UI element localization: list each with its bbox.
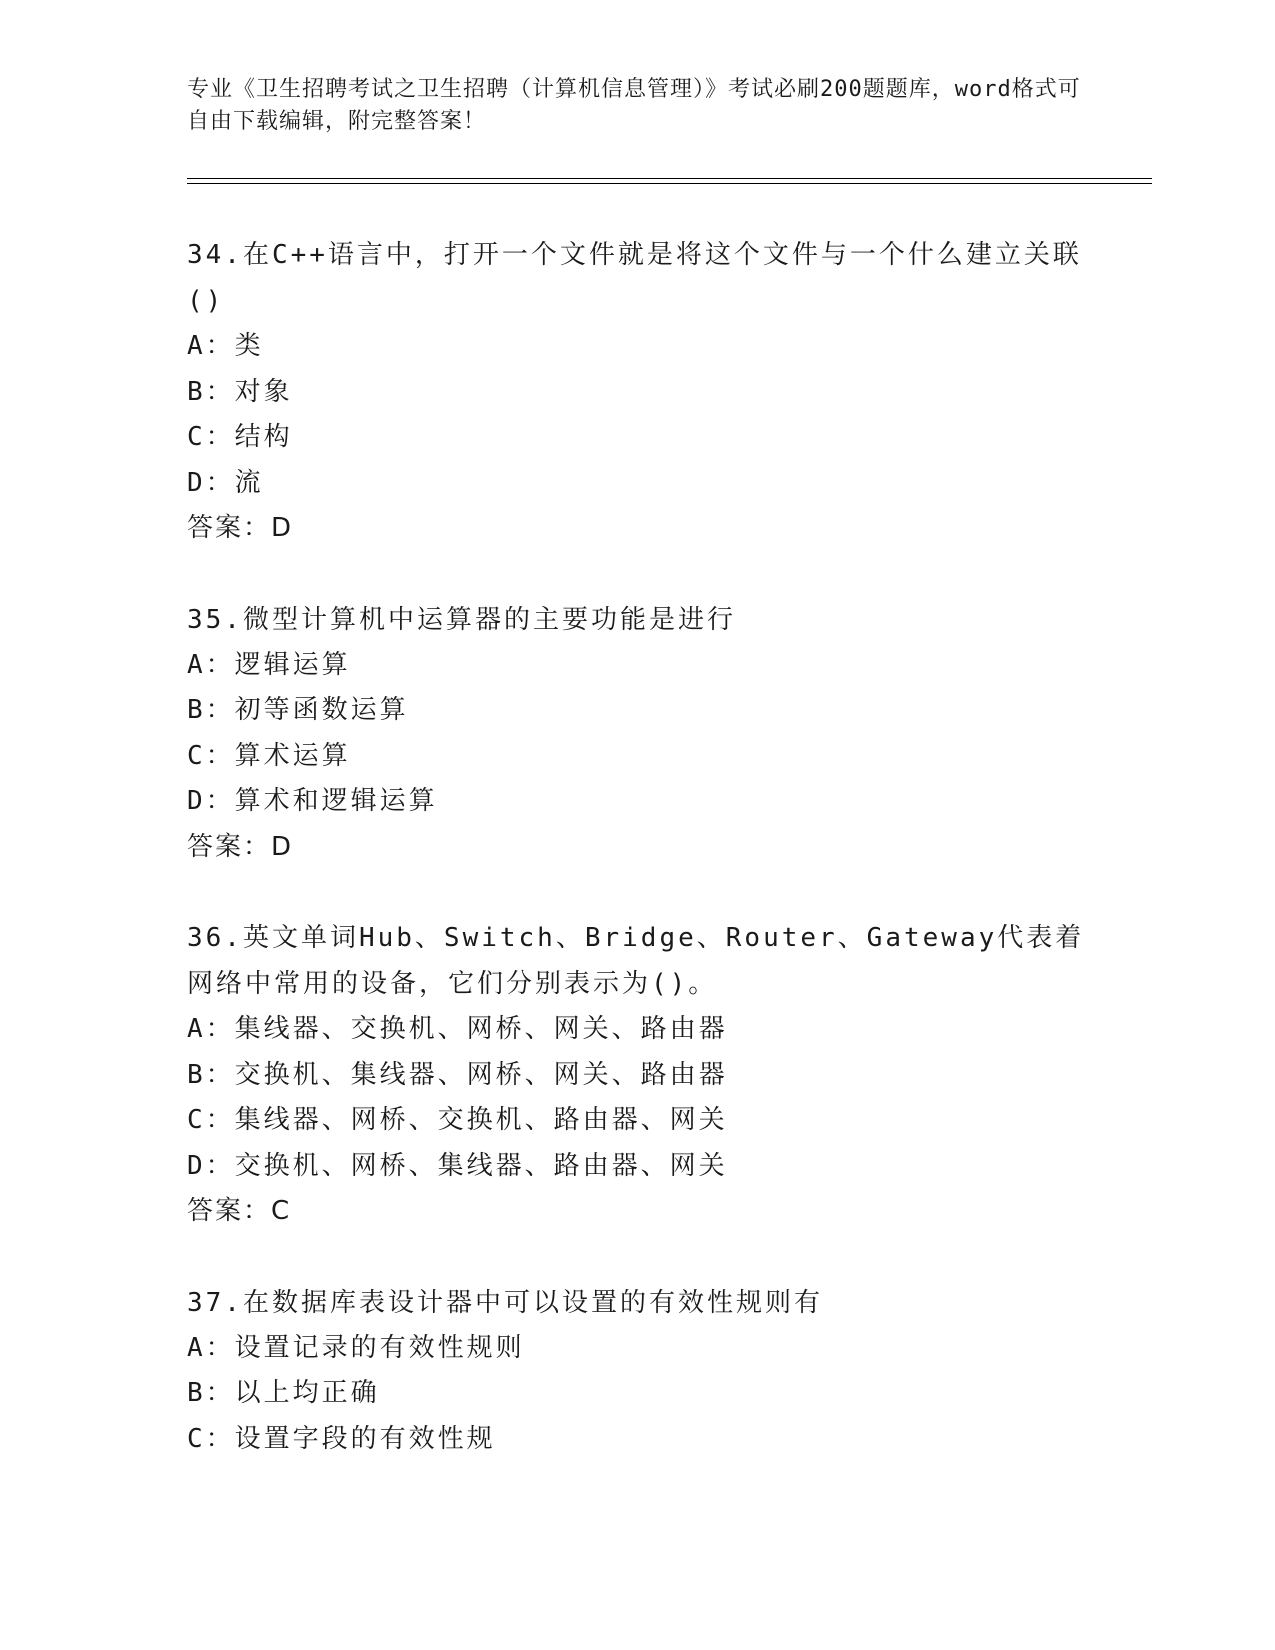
option-d: D：交换机、网桥、集线器、路由器、网关 — [187, 1150, 728, 1181]
question-stem: 35.微型计算机中运算器的主要功能是进行 — [187, 604, 736, 635]
option-b: B：以上均正确 — [187, 1378, 380, 1408]
option-c: C：算术运算 — [187, 740, 351, 771]
option-c: C：设置字段的有效性规 — [187, 1423, 496, 1454]
option-c: C：结构 — [187, 422, 293, 452]
question-stem: 37.在数据库表设计器中可以设置的有效性规则有 — [187, 1287, 823, 1318]
question-34 — [187, 232, 1087, 552]
option-a: A：类 — [187, 331, 264, 361]
header-rule-bottom — [187, 183, 1152, 184]
option-d: D：算术和逻辑运算 — [187, 786, 438, 816]
question-stem: 34.在C++语言中，打开一个文件就是将这个文件与一个什么建立关联() — [187, 240, 1082, 316]
option-b: B：初等函数运算 — [187, 695, 409, 725]
answer-line: 答案：D — [187, 513, 294, 543]
question-35 — [187, 597, 1087, 871]
option-a: A：集线器、交换机、网桥、网关、路由器 — [187, 1014, 728, 1044]
question-37 — [187, 1280, 1087, 1463]
option-a: A：设置记录的有效性规则 — [187, 1332, 525, 1363]
question-list — [187, 232, 1087, 1507]
document-header: 专业《卫生招聘考试之卫生招聘（计算机信息管理）》考试必刷200题题库，word格式可自由下载编辑，附完整答案！ — [187, 77, 1081, 134]
option-d: D：流 — [187, 467, 264, 498]
option-c: C：集线器、网桥、交换机、路由器、网关 — [187, 1105, 728, 1135]
option-a: A：逻辑运算 — [187, 649, 351, 680]
option-b: B：交换机、集线器、网桥、网关、路由器 — [187, 1059, 728, 1090]
answer-line: 答案：D — [187, 831, 294, 862]
question-stem: 36.英文单词Hub、Switch、Bridge、Router、Gateway代表着网络中常用的设备，它们分别表示为()。 — [187, 923, 1085, 999]
question-36 — [187, 915, 1087, 1235]
header-rule-top — [187, 178, 1152, 179]
answer-line: 答案：C — [187, 1196, 292, 1226]
option-b: B：对象 — [187, 376, 293, 407]
